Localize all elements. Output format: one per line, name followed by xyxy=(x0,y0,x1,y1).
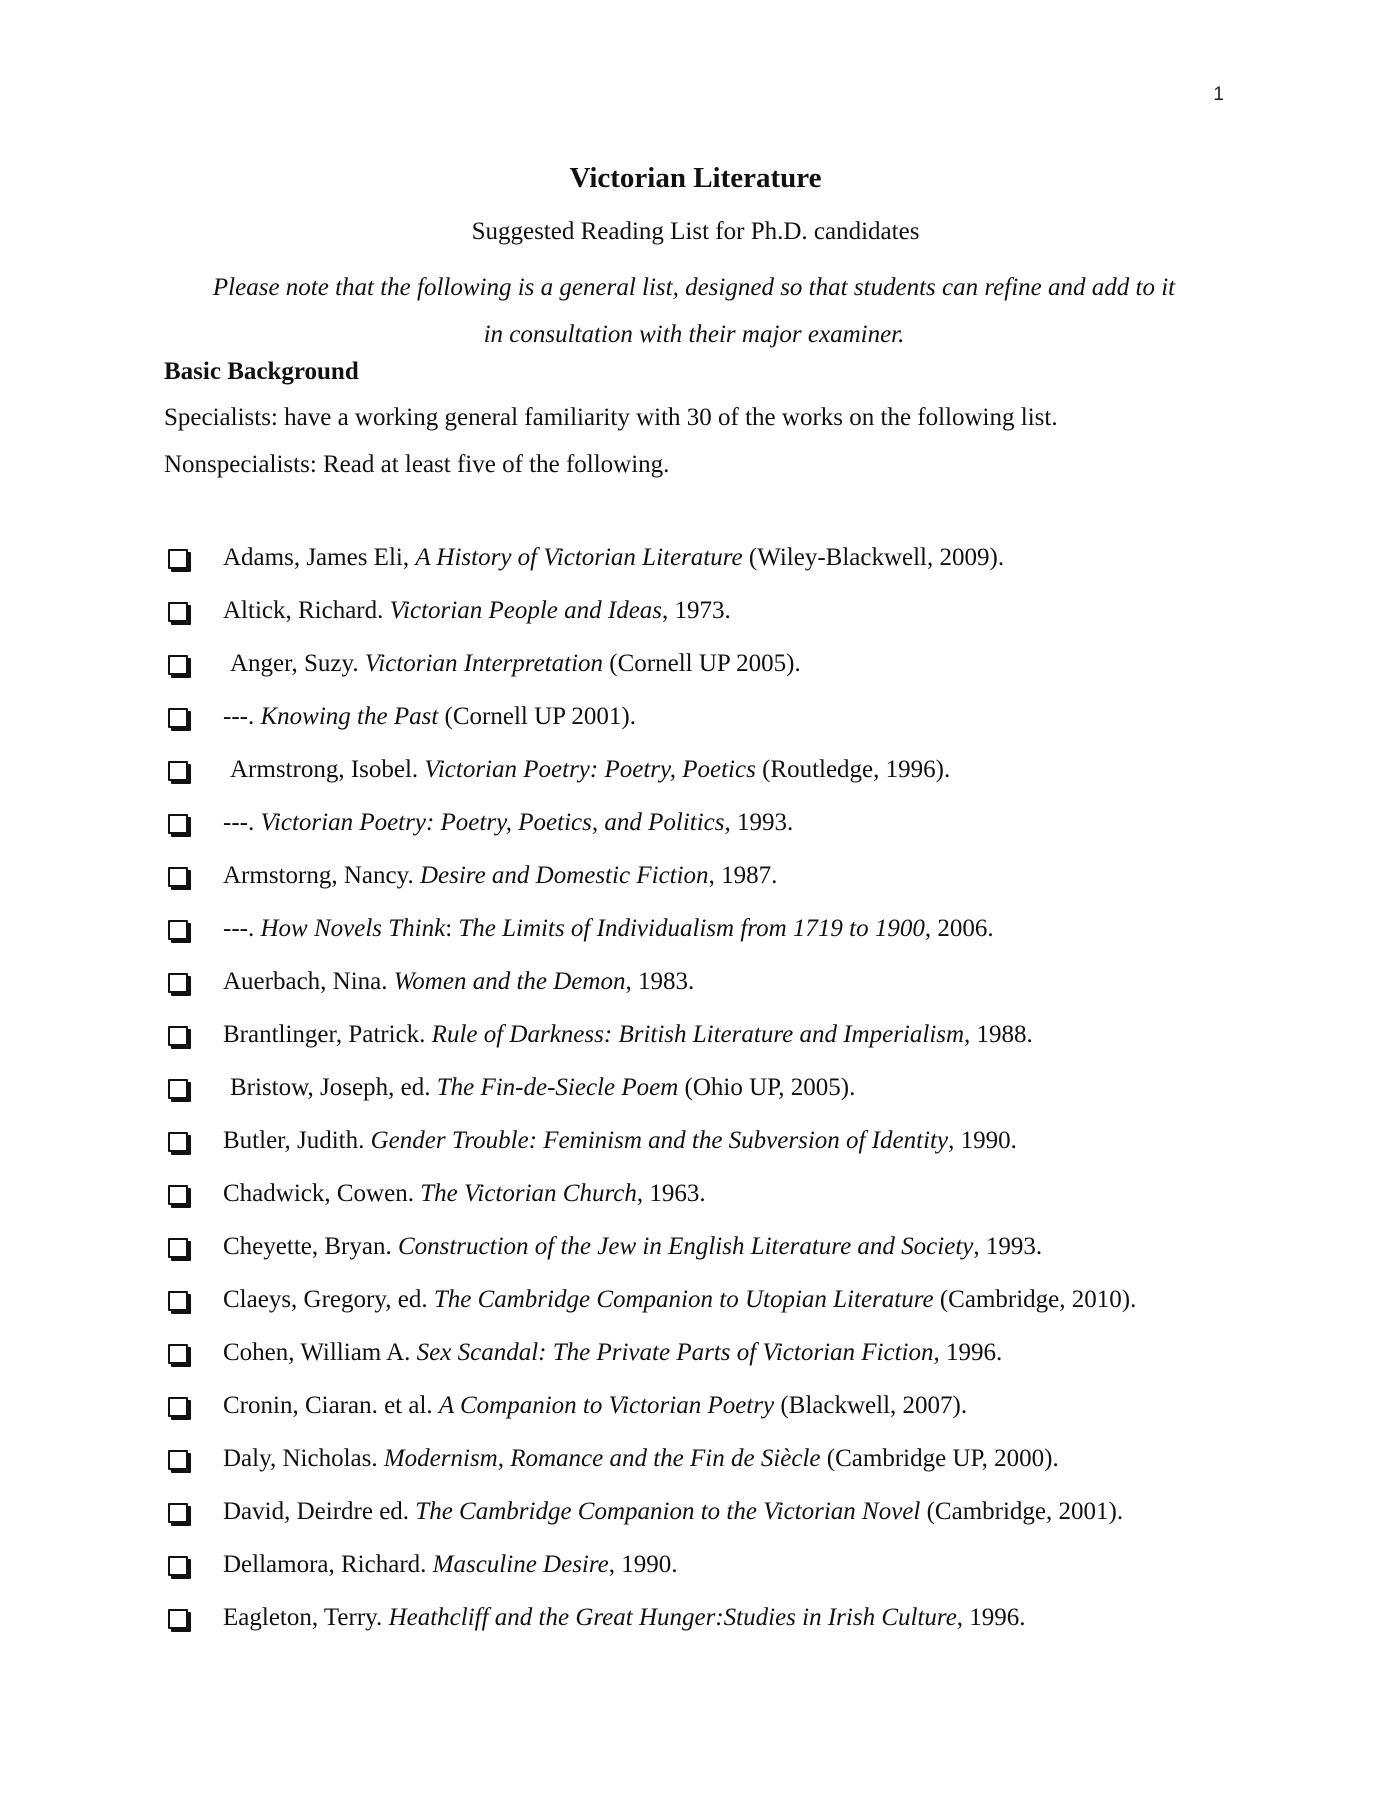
reading-list-item xyxy=(164,1604,1244,1657)
citation-details: , 1990. xyxy=(948,1127,1017,1154)
citation-title: Desire and Domestic Fiction xyxy=(419,862,709,889)
reading-list-item xyxy=(164,1551,1244,1604)
reading-list-item xyxy=(164,1392,1244,1445)
advisory-note-line-1: Please note that the following is a general list, designed so that students can refine and add to it xyxy=(212,274,1176,301)
citation-author: Armstorng, Nancy. xyxy=(223,862,420,889)
citation-details: (Routledge, 1996). xyxy=(755,756,951,783)
checkbox-icon[interactable] xyxy=(168,1503,188,1523)
citation xyxy=(230,1074,855,1102)
reading-list-item xyxy=(164,703,1244,756)
checkbox-icon[interactable] xyxy=(168,1397,188,1417)
citation xyxy=(223,809,793,837)
citation-author: ---. xyxy=(223,915,261,942)
citation xyxy=(223,597,731,625)
citation-title: Sex Scandal: The Private Parts of Victorian Fiction xyxy=(416,1339,934,1366)
citation xyxy=(223,915,994,943)
citation-author: Butler, Judith. xyxy=(223,1127,371,1154)
citation-details: , 1963. xyxy=(636,1180,706,1207)
reading-list xyxy=(164,544,1244,1657)
citation xyxy=(223,968,694,996)
citation-details: , 1993. xyxy=(724,809,794,836)
citation-details: , 1988. xyxy=(964,1021,1033,1048)
citation-author: ---. xyxy=(223,809,261,836)
citation-author: Dellamora, Richard. xyxy=(223,1551,433,1578)
citation-separator: : xyxy=(445,915,459,942)
citation-author: Bristow, Joseph, ed. xyxy=(230,1074,437,1101)
citation-title: Victorian People and Ideas xyxy=(389,597,663,624)
checkbox-icon[interactable] xyxy=(168,1026,188,1046)
checkbox-icon[interactable] xyxy=(168,867,188,887)
citation xyxy=(223,1604,1026,1632)
reading-list-item xyxy=(164,544,1244,597)
citation-author: Armstrong, Isobel. xyxy=(230,756,425,783)
citation-title: Victorian Poetry: Poetry, Poetics xyxy=(424,756,756,783)
citation-details: , 1973. xyxy=(662,597,731,624)
citation-title: Heathcliff and the Great Hunger:Studies in Irish Culture xyxy=(388,1604,957,1631)
citation xyxy=(223,703,636,731)
citation-title: Victorian Poetry: Poetry, Poetics, and Politics xyxy=(260,809,725,836)
citation-author: Claeys, Gregory, ed. xyxy=(223,1286,434,1313)
citation-author: Cronin, Ciaran. et al. xyxy=(223,1392,439,1419)
citation-details: (Cambridge, 2010). xyxy=(933,1286,1137,1313)
citation xyxy=(223,862,777,890)
citation xyxy=(223,1551,678,1579)
citation-title: The Fin-de-Siecle Poem xyxy=(436,1074,679,1101)
reading-list-item xyxy=(164,1180,1244,1233)
citation-details: (Cambridge UP, 2000). xyxy=(820,1445,1059,1472)
document-subtitle: Suggested Reading List for Ph.D. candidates xyxy=(471,218,920,245)
specialists-instruction: Specialists: have a working general familiarity with 30 of the works on the following list. xyxy=(164,404,1058,431)
citation-details: (Ohio UP, 2005). xyxy=(678,1074,856,1101)
checkbox-icon[interactable] xyxy=(168,1238,188,1258)
citation-details: , 1996. xyxy=(956,1604,1026,1631)
citation xyxy=(223,1233,1042,1261)
citation-details: , 2006. xyxy=(924,915,994,942)
citation-details: (Cambridge, 2001). xyxy=(920,1498,1124,1525)
citation-author: Cheyette, Bryan. xyxy=(223,1233,398,1260)
reading-list-item xyxy=(164,968,1244,1021)
citation xyxy=(223,1286,1136,1314)
reading-list-item xyxy=(164,650,1244,703)
citation-author: David, Deirdre ed. xyxy=(223,1498,416,1525)
checkbox-icon[interactable] xyxy=(168,1556,188,1576)
reading-list-item xyxy=(164,1498,1244,1551)
citation xyxy=(223,1180,706,1208)
reading-list-item xyxy=(164,756,1244,809)
citation-details: (Cornell UP 2005). xyxy=(603,650,801,677)
citation-author: Adams, James Eli, xyxy=(223,544,416,571)
checkbox-icon[interactable] xyxy=(168,655,188,675)
checkbox-icon[interactable] xyxy=(168,602,188,622)
citation-details: , 1987. xyxy=(708,862,778,889)
checkbox-icon[interactable] xyxy=(168,973,188,993)
citation-title: Construction of the Jew in English Literature and Society xyxy=(397,1233,974,1260)
nonspecialists-instruction: Nonspecialists: Read at least five of the following. xyxy=(164,451,670,478)
citation-author: Daly, Nicholas. xyxy=(223,1445,384,1472)
section-heading: Basic Background xyxy=(164,358,359,385)
reading-list-item xyxy=(164,597,1244,650)
citation xyxy=(230,756,950,784)
reading-list-item xyxy=(164,1233,1244,1286)
citation-author: ---. xyxy=(223,703,261,730)
document-title: Victorian Literature xyxy=(569,162,822,194)
checkbox-icon[interactable] xyxy=(168,1609,188,1629)
citation-details: , 1983. xyxy=(625,968,695,995)
reading-list-item xyxy=(164,915,1244,968)
checkbox-icon[interactable] xyxy=(168,920,188,940)
checkbox-icon[interactable] xyxy=(168,1291,188,1311)
citation-author: Chadwick, Cowen. xyxy=(223,1180,421,1207)
checkbox-icon[interactable] xyxy=(168,549,188,569)
citation-title: Knowing the Past xyxy=(260,703,439,730)
reading-list-item xyxy=(164,1074,1244,1127)
citation-details: (Cornell UP 2001). xyxy=(438,703,636,730)
citation-author: Brantlinger, Patrick. xyxy=(223,1021,432,1048)
advisory-note-line-2: in consultation with their major examiner. xyxy=(483,321,905,348)
citation xyxy=(230,650,801,678)
checkbox-icon[interactable] xyxy=(168,1450,188,1470)
citation-title: Victorian Interpretation xyxy=(364,650,604,677)
checkbox-icon[interactable] xyxy=(168,708,188,728)
citation-title: A History of Victorian Literature xyxy=(415,544,743,571)
reading-list-item xyxy=(164,1286,1244,1339)
citation xyxy=(223,1392,967,1420)
citation-author: Cohen, William A. xyxy=(223,1339,417,1366)
checkbox-icon[interactable] xyxy=(168,1344,188,1364)
citation-details: , 1996. xyxy=(933,1339,1003,1366)
checkbox-icon[interactable] xyxy=(168,814,188,834)
citation xyxy=(223,1498,1123,1526)
citation-author: Altick, Richard. xyxy=(223,597,390,624)
citation xyxy=(223,544,1004,572)
citation-title: How Novels Think xyxy=(260,915,446,942)
citation-details: (Wiley-Blackwell, 2009). xyxy=(742,544,1005,571)
advisory-note xyxy=(164,264,1224,358)
citation-title: Masculine Desire xyxy=(432,1551,609,1578)
citation-details: , 1993. xyxy=(973,1233,1043,1260)
citation-details: , 1990. xyxy=(608,1551,678,1578)
citation-author: Auerbach, Nina. xyxy=(223,968,394,995)
citation-title: The Cambridge Companion to the Victorian Novel xyxy=(415,1498,921,1525)
citation-subtitle: The Limits of Individualism from 1719 to 1900 xyxy=(458,915,925,942)
reading-list-item xyxy=(164,1339,1244,1392)
checkbox-icon[interactable] xyxy=(168,1132,188,1152)
citation-title: Rule of Darkness: British Literature and Imperialism xyxy=(431,1021,965,1048)
citation-title: Women and the Demon xyxy=(393,968,626,995)
citation-title: Gender Trouble: Feminism and the Subversion of Identity xyxy=(370,1127,949,1154)
reading-list-item xyxy=(164,1127,1244,1180)
citation-title: Modernism, Romance and the Fin de Siècle xyxy=(383,1445,821,1472)
checkbox-icon[interactable] xyxy=(168,1079,188,1099)
citation xyxy=(223,1021,1033,1049)
citation-title: The Cambridge Companion to Utopian Literature xyxy=(433,1286,934,1313)
page-number: 1 xyxy=(1213,84,1224,105)
citation xyxy=(223,1445,1059,1473)
reading-list-item xyxy=(164,809,1244,862)
citation-author: Anger, Suzy. xyxy=(230,650,365,677)
reading-list-item xyxy=(164,1021,1244,1074)
reading-list-item xyxy=(164,862,1244,915)
citation-details: (Blackwell, 2007). xyxy=(774,1392,968,1419)
checkbox-icon[interactable] xyxy=(168,761,188,781)
citation xyxy=(223,1339,1002,1367)
citation xyxy=(223,1127,1017,1155)
reading-list-item xyxy=(164,1445,1244,1498)
citation-title: A Companion to Victorian Poetry xyxy=(438,1392,775,1419)
citation-title: The Victorian Church xyxy=(420,1180,637,1207)
checkbox-icon[interactable] xyxy=(168,1185,188,1205)
citation-author: Eagleton, Terry. xyxy=(223,1604,389,1631)
